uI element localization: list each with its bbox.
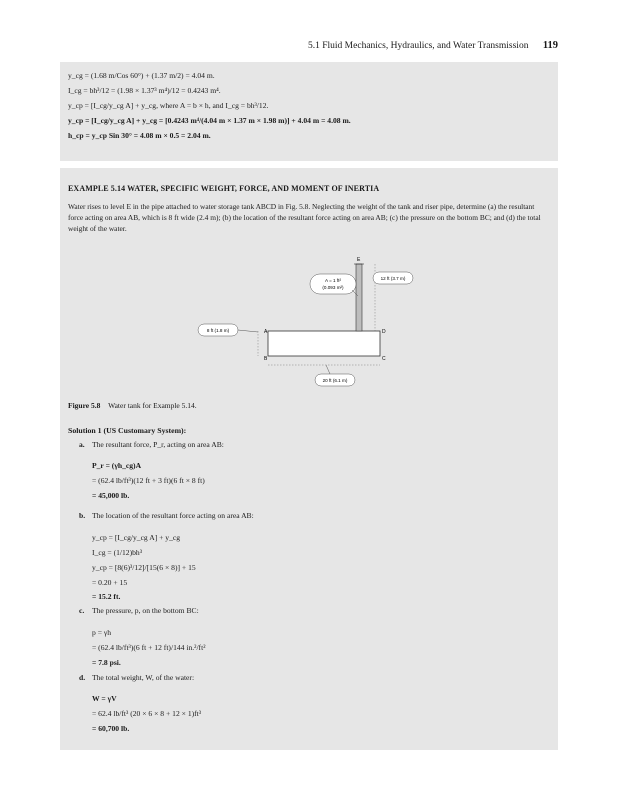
- label-c: C: [382, 356, 386, 362]
- step-a-text: The resultant force, P_r, acting on area AB:: [92, 440, 224, 449]
- solution-heading: Solution 1 (US Customary System):: [68, 426, 187, 435]
- figure-caption-text: Water tank for Example 5.14.: [108, 401, 197, 410]
- step-d-label: d.: [79, 673, 86, 682]
- label-a: A: [264, 329, 268, 335]
- width-20-label: 20 ft (6.1 m): [322, 378, 348, 383]
- equation-line: = 0.20 + 15: [92, 578, 128, 587]
- label-b: B: [264, 356, 268, 362]
- equation-line: = 45,000 lb.: [92, 491, 130, 500]
- equation-line: = 60,700 lb.: [92, 724, 130, 733]
- step-c-label: c.: [79, 606, 85, 615]
- step-a-label: a.: [79, 440, 85, 449]
- height-12-label: 12 ft (3.7 m): [380, 276, 406, 281]
- equation-line: p = γh: [92, 628, 112, 637]
- page-header: [0, 40, 558, 51]
- label-e: E: [357, 257, 361, 263]
- equation-line: = 15.2 ft.: [92, 592, 121, 601]
- equation-line: W = γV: [92, 694, 117, 703]
- equation-line: = 7.8 psi.: [92, 658, 121, 667]
- figure-caption-label: Figure 5.8: [68, 401, 101, 410]
- height-8-label: 8 ft (1.8 m): [206, 328, 230, 333]
- step-b-text: The location of the resultant force acting on area AB:: [92, 511, 254, 520]
- area-callout: [310, 274, 356, 294]
- equation-line: = (62.4 lb/ft³)(12 ft + 3 ft)(6 ft × 8 ft): [92, 476, 205, 485]
- step-c-text: The pressure, p, on the bottom BC:: [92, 606, 199, 615]
- equation-line: = 62.4 lb/ft³ (20 × 6 × 8 + 12 × 1)ft³: [92, 709, 202, 718]
- label-d: D: [382, 329, 386, 335]
- equation-line: I_cg = (1/12)bh³: [92, 548, 143, 557]
- page-number: 119: [542, 40, 558, 51]
- equation-line: P_r = (γh_cg)A: [92, 461, 142, 470]
- equation-line: y_cp = [I_cg/y_cg A] + y_cg, where A = b × h, and I_cg = bh³/12.: [68, 101, 269, 110]
- area-label-2: (0.093 m²): [322, 285, 344, 290]
- step-d-text: The total weight, W, of the water:: [92, 673, 195, 682]
- example-title: EXAMPLE 5.14 WATER, SPECIFIC WEIGHT, FORCE, AND MOMENT OF INERTIA: [68, 184, 380, 193]
- equation-line: y_cp = [I_cg/y_cg A] + y_cg: [92, 533, 181, 542]
- equation-line: = (62.4 lb/ft³)(6 ft + 12 ft)/144 in.²/ft²: [92, 643, 206, 652]
- figure-caption: [68, 401, 197, 410]
- area-label-1: A = 1 ft²: [325, 278, 341, 283]
- equation-line: y_cg = (1.68 m/Cos 60°) + (1.37 m/2) = 4.04 m.: [68, 71, 215, 80]
- example-paragraph: Water rises to level E in the pipe attached to water storage tank ABCD in Fig. 5.8. Neglecting the weight of the tank and riser pipe, determine (a) the resultant force acting on area AB, which is 8 ft wide (2.4 m); (b) the location of the resultant force acting on area AB; (c) the pressure on the bottom BC; and (d) the total weight of the water.: [68, 202, 541, 233]
- tank-rectangle: [268, 331, 380, 356]
- tank-figure: [130, 250, 530, 395]
- equation-line: I_cg = bh³/12 = (1.98 × 1.37³ m⁴)/12 = 0.4243 m⁴.: [68, 86, 221, 95]
- section-title: 5.1 Fluid Mechanics, Hydraulics, and Water Transmission: [308, 41, 529, 51]
- riser-pipe: [356, 264, 362, 331]
- equation-line: y_cp = [I_cg/y_cg A] + y_cg = [0.4243 m⁴/(4.04 m × 1.37 m × 1.98 m)] + 4.04 m = 4.08 m.: [68, 116, 351, 125]
- step-b-label: b.: [79, 511, 86, 520]
- equation-line: h_cp = y_cp Sin 30° = 4.08 m × 0.5 = 2.04 m.: [68, 131, 211, 140]
- equation-line: y_cp = [8(6)³/12]/[15(6 × 8)] + 15: [92, 563, 196, 572]
